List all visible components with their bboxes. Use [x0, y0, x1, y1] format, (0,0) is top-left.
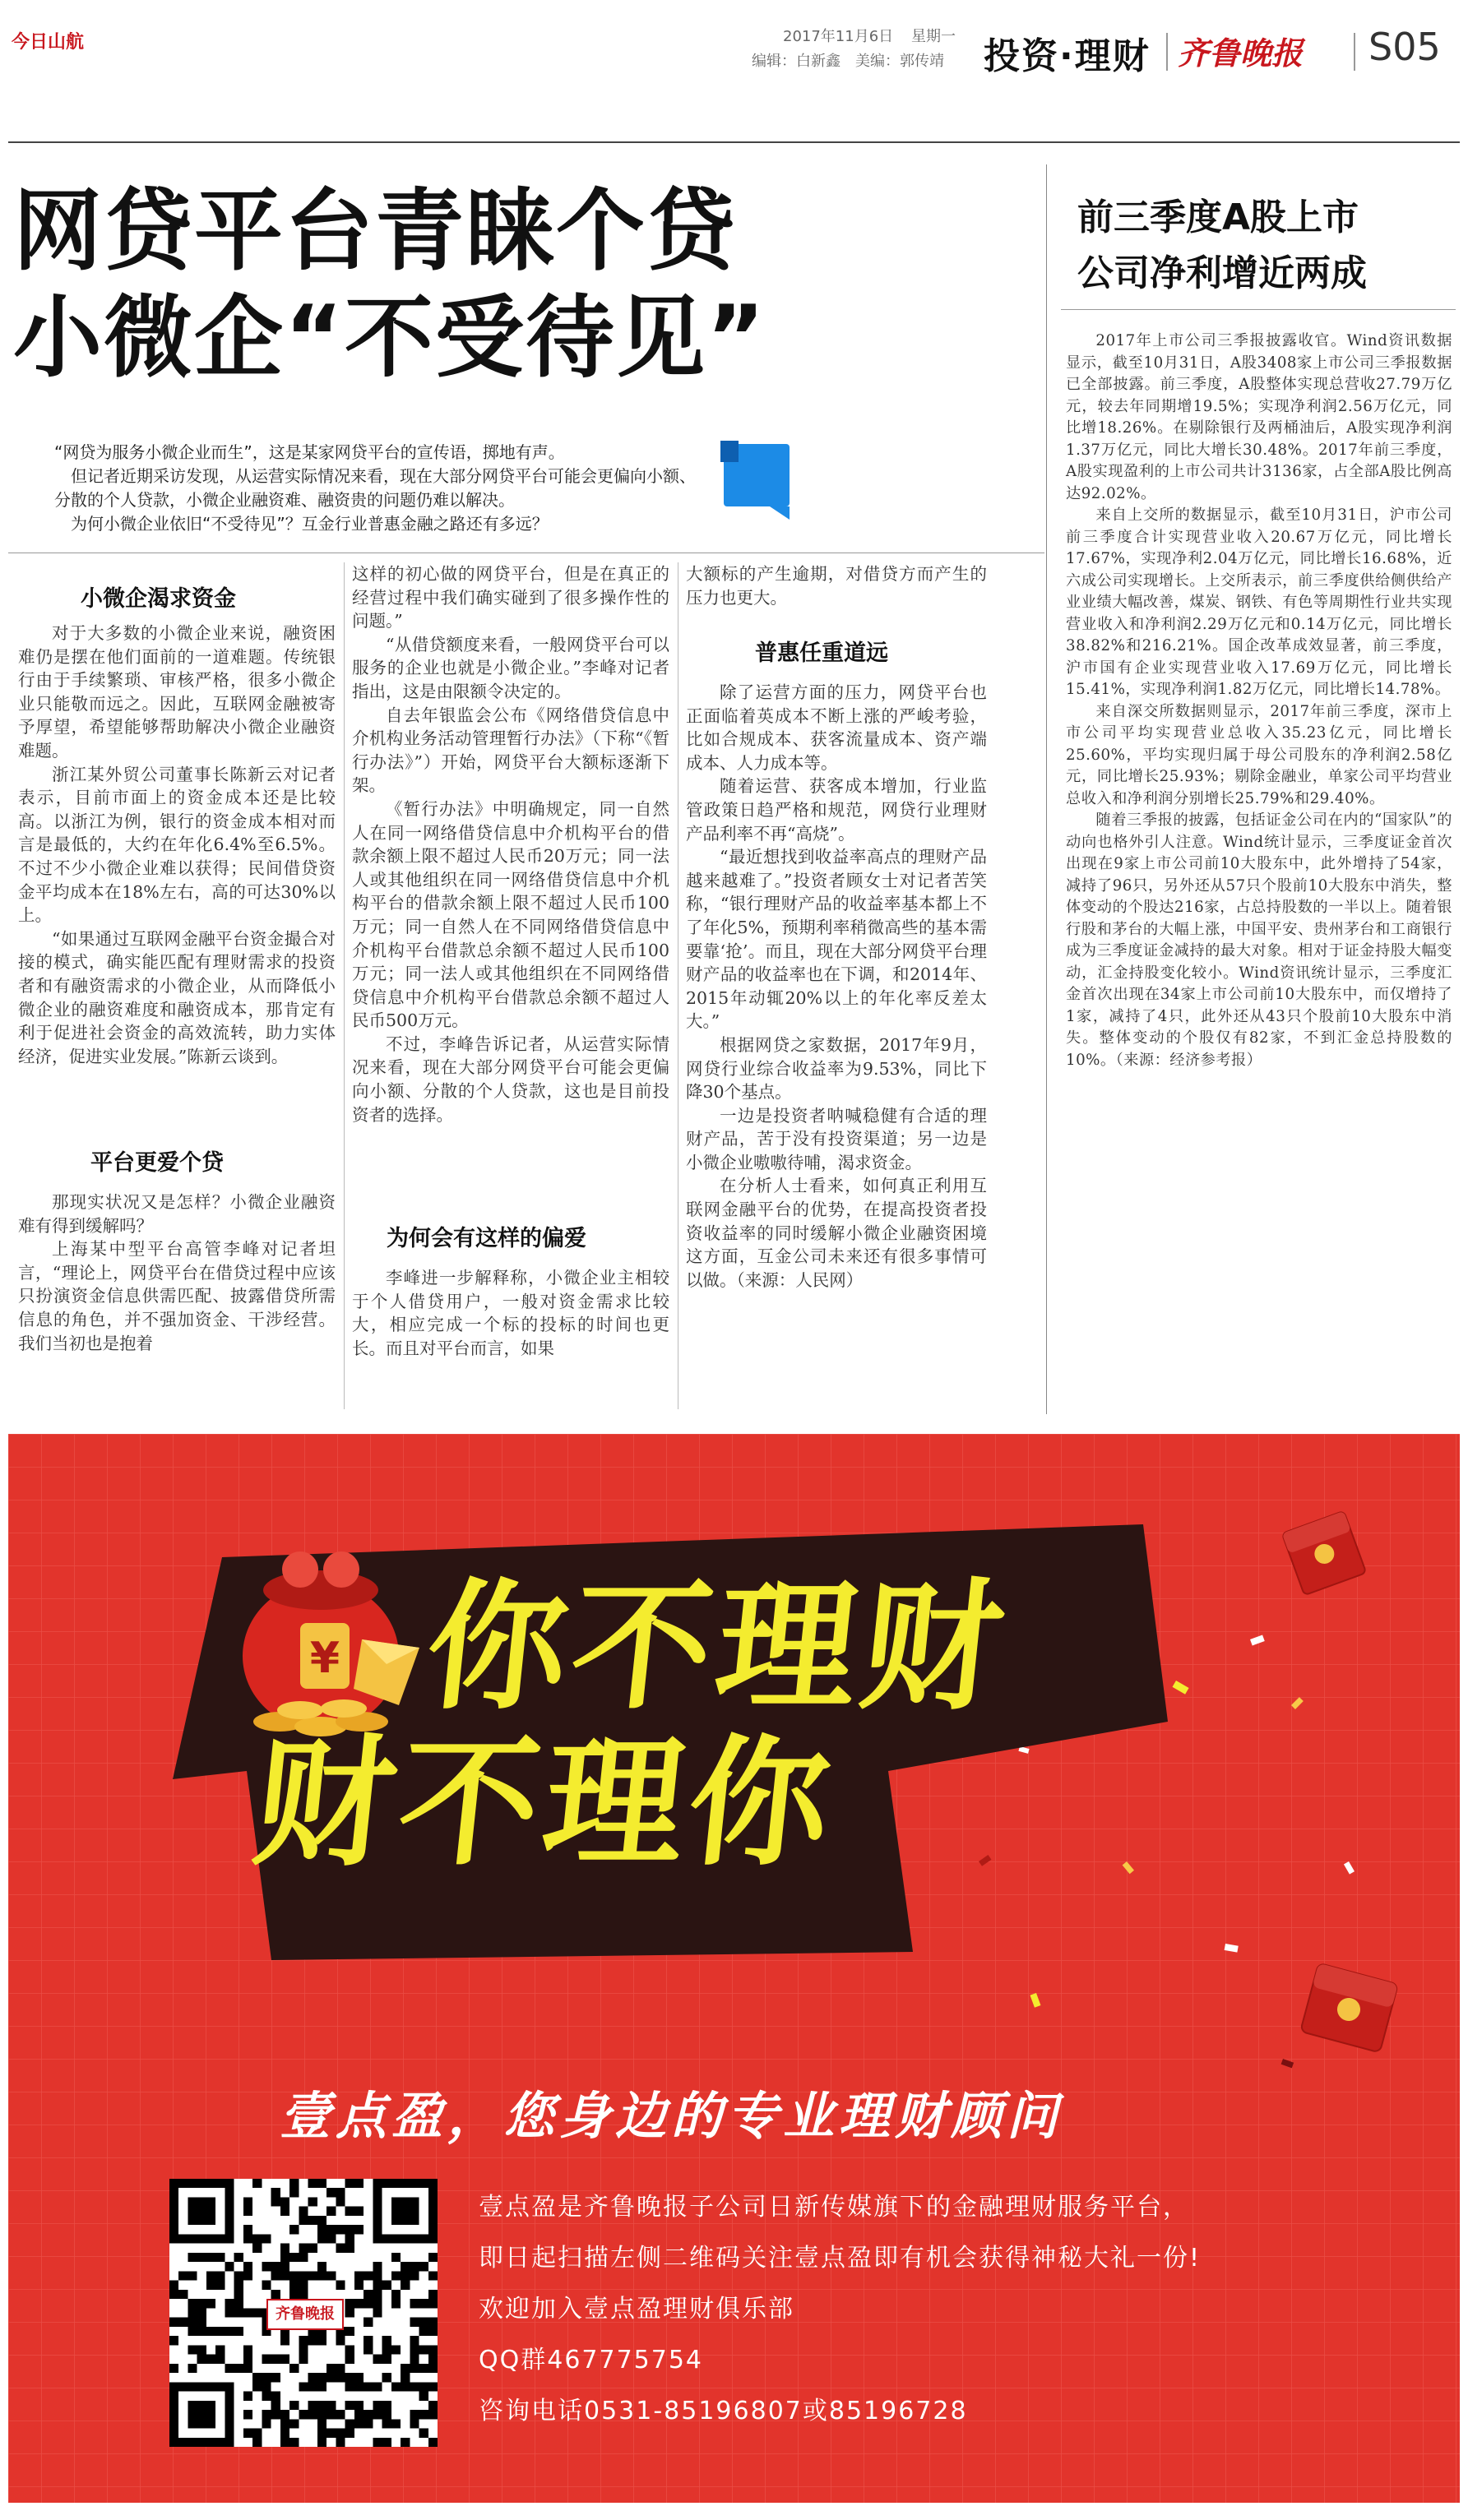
paragraph: 上海某中型平台高管李峰对记者坦言，“理论上，网贷平台在借贷过程中应该只扮演资金信息供需匹配、披露借贷所需信息的角色，并不强加资金、干涉经营。我们当初也是抱着 [18, 1239, 336, 1353]
page-number: S05 [1368, 25, 1441, 69]
paragraph: 来自深交所数据则显示，2017年前三季度，深市上市公司平均实现营业总收入35.23亿元，同比增长25.60%，平均实现归属于母公司股东的净利润2.58亿元，同比增长25.93%；剔除金融业，单家公司平均营业总收入和净利润分别增长25.79%和29.40%。 [1066, 702, 1452, 807]
paragraph: 那现实状况又是怎样？小微企业融资难有得到缓解吗？ [18, 1192, 336, 1236]
headline-line-2: 小微企“不受待见” [13, 287, 766, 390]
lead-paragraph: “网贷为服务小微企业而生”，这是某家网贷平台的宣传语，掷地有声。 [54, 442, 565, 462]
side-rule [1061, 309, 1456, 310]
paragraph: “如果通过互联网金融平台资金撮合对接的模式，确实能匹配有理财需求的投资者和有融资需求的小微企业，从而降低小微企业的融资难度和融资成本，那肯定有利于促进社会资金的高效流转，助力实体经济，促进实业发展。”陈新云谈到。 [18, 928, 336, 1066]
advertisement [8, 1434, 1460, 2503]
header-date: 2017年11月6日 [783, 28, 894, 45]
paragraph: 2017年上市公司三季报披露收官。Wind资讯数据显示，截至10月31日，A股3408家上市公司三季报数据已全部披露。前三季度，A股整体实现总营收27.79万亿元，较去年同期增19.5%；实现净利润2.56万亿元，同比增18.26%。在剔除银行及两桶油后，A股实现净利润1.37万亿元，同比大增长30.48%。2017年前三季度，A股实现盈利的上市公司共计3136家，占全部A股比例高达92.02%。 [1066, 332, 1452, 502]
subhead-4: 普惠任重道远 [755, 640, 888, 666]
ad-text-block [479, 2182, 1201, 2437]
article-column-3a [686, 562, 987, 613]
money-bag-icon [222, 1533, 436, 1746]
ad-line: 欢迎加入壹点盈理财俱乐部 [479, 2295, 794, 2323]
lead-paragraph: 为何小微企业依旧“不受待见”？互金行业普惠金融之路还有多远？ [71, 514, 549, 534]
paragraph: 来自上交所的数据显示，截至10月31日，沪市公司前三季度合计实现营业收入20.67万亿元，同比增长17.67%，实现净利2.04万亿元，同比增长16.68%，近六成公司实现增长。上交所表示，前三季度供给侧供给产业业绩大幅改善，煤炭、钢铁、有色等周期性行业共实现营业收入和净利润2.29万亿元和0.14万亿元，同比增长38.82%和216.21%。国企改革成效显著，前三季度，沪市国有企业实现营业收入17.69万亿元，同比增长15.41%，实现净利润1.82万亿元，同比增长14.78%。 [1066, 506, 1452, 698]
paragraph: 自去年银监会公布《网络借贷信息中介机构业务活动管理暂行办法》（下称“《暂行办法》”）开始，网贷平台大额标逐渐下架。 [352, 705, 669, 796]
article-column-3b [686, 681, 987, 1409]
lead-paragraph: 但记者近期采访发现，从运营实际情况来看，现在大部分网贷平台可能会更偏向小额、分散的个人贷款，小微企业融资难、融资贵的问题仍难以解决。 [54, 466, 696, 510]
side-headline-2: 公司净利增近两成 [1077, 252, 1367, 294]
paragraph: 这样的初心做的网贷平台，但是在真正的经营过程中我们确实碰到了很多操作性的问题。” [352, 564, 669, 631]
red-envelope-icon [1275, 1508, 1373, 1598]
paragraph: “从借贷额度来看，一般网贷平台可以服务的企业也就是小微企业。”李峰对记者指出，这是由限额令决定的。 [352, 634, 669, 701]
paragraph: 根据网贷之家数据，2017年9月，网贷行业综合收益率为9.53%，同比下降30个基点。 [686, 1034, 987, 1103]
header-weekday: 星期一 [911, 28, 956, 45]
paragraph: 大额标的产生逾期，对借贷方而产生的压力也更大。 [686, 564, 987, 608]
ad-slogan-2: 财不理你 [246, 1722, 843, 1885]
side-headline-1: 前三季度A股上市 [1077, 197, 1359, 238]
paragraph: 除了运营方面的压力，网贷平台也正面临着英成本不断上涨的严峻考验，比如合规成本、获客流量成本、资产端成本、人力成本等。 [686, 682, 987, 773]
ad-qq-group: QQ群467775754 [479, 2346, 704, 2374]
headline-line-1: 网贷平台青睐个贷 [13, 180, 738, 283]
header-rule [8, 141, 1460, 143]
header-editors: 编辑：白新鑫 美编：郭传靖 [752, 53, 944, 70]
ad-phone: 咨询电话0531-85196807或85196728 [479, 2397, 968, 2425]
svg-text:¥: ¥ [309, 1634, 340, 1683]
quote-bubble-icon [720, 441, 799, 520]
paragraph: 不过，李峰告诉记者，从运营实际情况来看，现在大部分网贷平台可能会更偏向小额、分散的个人贷款，这也是目前投资者的选择。 [352, 1033, 669, 1125]
paragraph: 一边是投资者呐喊稳健有合适的理财产品，苦于没有投资渠道；另一边是小微企业嗷嗷待哺，渴求资金。 [686, 1105, 987, 1172]
column-divider [344, 562, 345, 1409]
article-column-1b [18, 1191, 336, 1408]
subhead-3: 为何会有这样的偏爱 [387, 1226, 586, 1251]
ad-line: 即日起扫描左侧二维码关注壹点盈即有机会获得神秘大礼一份! [479, 2244, 1202, 2273]
ad-slogan-1: 你不理财 [419, 1566, 1016, 1729]
paragraph: 在分析人士看来，如何真正利用互联网金融平台的优势，在提高投资者投资收益率的同时缓解小微企业融资困境这方面，互金公司未来还有很多事情可以做。（来源：人民网） [686, 1176, 987, 1290]
section-title: 投资·理财 [984, 35, 1151, 77]
header-divider [1166, 33, 1168, 71]
lead-block [54, 441, 696, 536]
paragraph: 随着三季报的披露，包括证金公司在内的“国家队”的动向也格外引人注意。Wind统计显示，三季度证金首次出现在9家上市公司前10大股东中，此外增持了54家，减持了96只，另外还从57只个股前10大股东中消失，整体变动的个股达216家，占总持股数的一半以上。随着银行股和茅台的大幅上涨，中国平安、贵州茅台和工商银行成为三季度证金减持的最大对象。相对于证金持股大幅变动，汇金持股变化较小。Wind资讯统计显示，三季度汇金首次出现在34家上市公司前10大股东中，而仅增持了1家，减持了4只，此外还从43只个股前10大股东中消失。整体变动的个股仅有82家，不到汇金总持股数的10%。（来源：经济参考报） [1066, 811, 1452, 1069]
article-column-2b [352, 1266, 669, 1409]
paragraph: 李峰进一步解释称，小微企业主相较于个人借贷用户，一般对资金需求比较大，相应完成一个标的投标的时间也更长。而且对平台而言，如果 [352, 1268, 669, 1358]
paper-logo: 齐鲁晚报 [1178, 35, 1304, 72]
ad-banner: 壹点盈，您身边的专业理财顾问 [280, 2086, 1063, 2146]
subhead-1: 小微企渴求资金 [81, 586, 236, 612]
paragraph: “最近想找到收益率高点的理财产品越来越难了。”投资者顾女士对记者苦笑称，“银行理财产品的收益率基本都上不了年化5%，预期利率稍微高些的基本需要靠‘抢’。而且，现在大部分网贷平台理财产品的收益率也在下调，和2014年、2015年动辄20%以上的年化率反差太大。” [686, 847, 987, 1032]
article-column-2a [352, 562, 669, 1220]
paragraph: 对于大多数的小微企业来说，融资困难仍是摆在他们面前的一道难题。传统银行由于手续繁琐、审核严格，很多小微企业只能敬而远之。因此，互联网金融被寄予厚望，希望能够帮助解决小微企业融资难题。 [18, 623, 336, 761]
side-article-body [1066, 331, 1452, 1408]
ad-line: 壹点盈是齐鲁晚报子公司日新传媒旗下的金融理财服务平台， [479, 2193, 1189, 2222]
paragraph: 随着运营、获客成本增加，行业监管政策日趋严格和规范，网贷行业理财产品利率不再“高烧”。 [686, 776, 987, 844]
qr-code[interactable] [169, 2179, 438, 2447]
paragraph: 浙江某外贸公司董事长陈新云对记者表示，目前市面上的资金成本还是比较高。以浙江为例，银行的资金成本相对而言是最低的，大约在年化6.4%至6.5%。不过不少小微企业难以获得；民间借贷资金平均成本在18%左右，高的可达30%以上。 [18, 764, 336, 926]
header-left-tag: 今日山航 [12, 32, 85, 53]
red-envelope-icon [1291, 1960, 1406, 2059]
header-divider-2 [1354, 33, 1355, 71]
subhead-2: 平台更爱个贷 [90, 1150, 224, 1176]
paragraph: 《暂行办法》中明确规定，同一自然人在同一网络借贷信息中介机构平台的借款余额上限不超过人民币20万元；同一法人或其他组织在同一网络借贷信息中介机构平台的借款余额上限不超过人民币100万元；同一自然人在不同网络借贷信息中介机构平台借款总余额不超过人民币100万元；同一法人或其他组织在不同网络借贷信息中介机构平台借款总余额不超过人民币500万元。 [352, 798, 669, 1031]
section-divider [1046, 164, 1047, 1414]
qr-center-logo: 齐鲁晚报 [266, 2299, 344, 2330]
